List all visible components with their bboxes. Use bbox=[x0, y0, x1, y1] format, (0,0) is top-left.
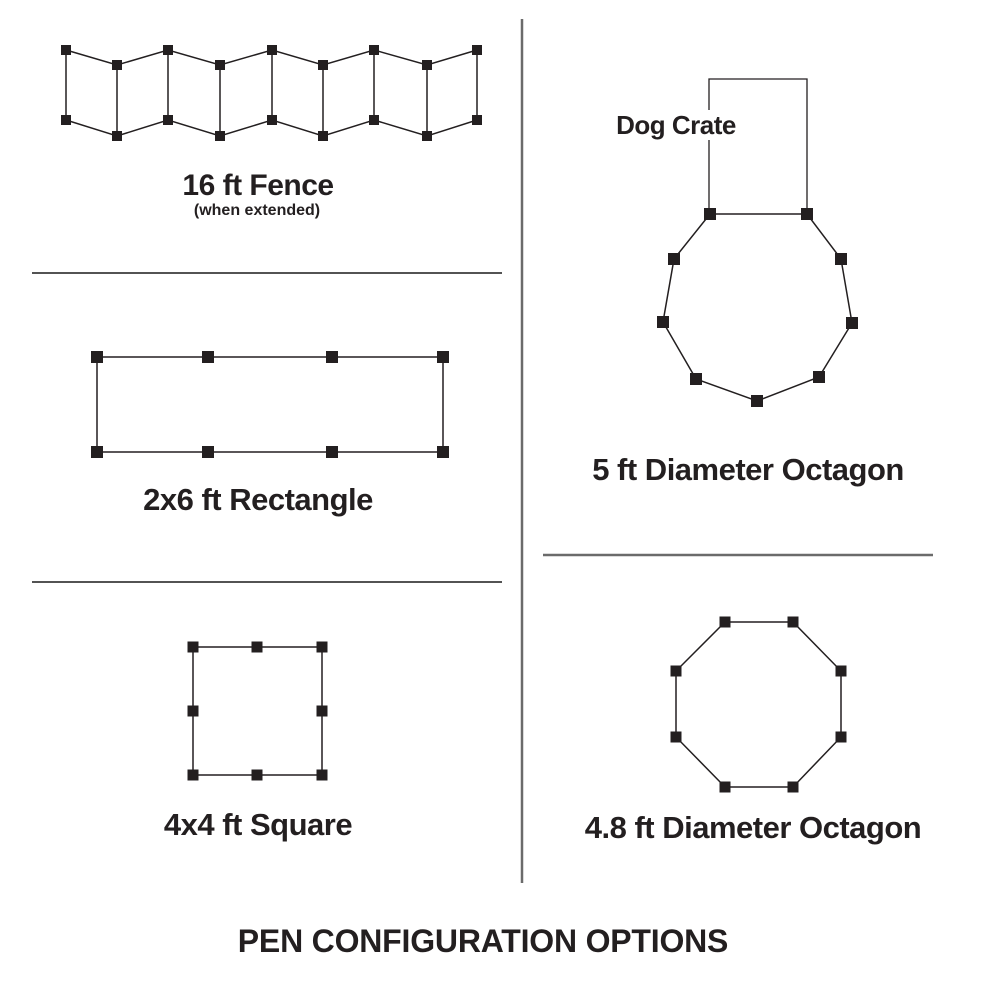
square-post-markers bbox=[252, 770, 263, 781]
octagon-48ft-label: 4.8 ft Diameter Octagon bbox=[584, 810, 922, 845]
fence-post-markers bbox=[163, 45, 173, 55]
octagon-5ft-post-markers bbox=[801, 208, 813, 220]
square-outline bbox=[193, 647, 322, 775]
octagon-48ft-post-markers bbox=[671, 666, 682, 677]
square-post-markers bbox=[188, 770, 199, 781]
square-post-markers bbox=[317, 642, 328, 653]
fence-post-markers bbox=[318, 60, 328, 70]
octagon-5ft-post-markers bbox=[751, 395, 763, 407]
fence-post-markers bbox=[422, 60, 432, 70]
rectangle-post-markers bbox=[91, 351, 103, 363]
rectangle-post-markers bbox=[326, 351, 338, 363]
fence-label: 16 ft Fence bbox=[182, 169, 334, 202]
octagon-5ft-post-markers bbox=[835, 253, 847, 265]
octagon-5ft-post-markers bbox=[846, 317, 858, 329]
rectangle-post-markers bbox=[202, 446, 214, 458]
octagon-48ft-post-markers bbox=[788, 617, 799, 628]
fence-post-markers bbox=[267, 115, 277, 125]
rectangle-label: 2x6 ft Rectangle bbox=[143, 482, 373, 517]
fence-post-markers bbox=[163, 115, 173, 125]
octagon-48ft-post-markers bbox=[720, 782, 731, 793]
fence-post-markers bbox=[369, 115, 379, 125]
octagon-5ft-post-markers bbox=[668, 253, 680, 265]
octagon-5ft-post-markers bbox=[657, 316, 669, 328]
fence-post-markers bbox=[112, 60, 122, 70]
rectangle-post-markers bbox=[326, 446, 338, 458]
octagon-5ft-post-markers bbox=[690, 373, 702, 385]
rectangle-outline bbox=[97, 357, 443, 452]
square-post-markers bbox=[317, 706, 328, 717]
fence-post-markers bbox=[61, 115, 71, 125]
square-post-markers bbox=[252, 642, 263, 653]
fence-post-markers bbox=[472, 115, 482, 125]
rectangle-post-markers bbox=[202, 351, 214, 363]
fence-post-markers bbox=[215, 131, 225, 141]
octagon-48ft-post-markers bbox=[788, 782, 799, 793]
fence-note-label: (when extended) bbox=[193, 202, 321, 219]
octagon-48ft-post-markers bbox=[836, 666, 847, 677]
fence-post-markers bbox=[215, 60, 225, 70]
fence-post-markers bbox=[112, 131, 122, 141]
rectangle-post-markers bbox=[437, 351, 449, 363]
square-post-markers bbox=[188, 706, 199, 717]
fence-post-markers bbox=[369, 45, 379, 55]
rectangle-post-markers bbox=[437, 446, 449, 458]
square-post-markers bbox=[188, 642, 199, 653]
rectangle-post-markers bbox=[91, 446, 103, 458]
octagon-5ft-label: 5 ft Diameter Octagon bbox=[592, 452, 904, 487]
octagon-48ft-post-markers bbox=[720, 617, 731, 628]
octagon-5ft-post-markers bbox=[813, 371, 825, 383]
octagon-5ft-post-markers bbox=[704, 208, 716, 220]
octagon-48ft-outline bbox=[676, 622, 841, 787]
octagon-48ft-post-markers bbox=[836, 732, 847, 743]
square-post-markers bbox=[317, 770, 328, 781]
fence-post-markers bbox=[422, 131, 432, 141]
fence-post-markers bbox=[61, 45, 71, 55]
dog-crate-label: Dog Crate bbox=[612, 110, 740, 140]
dog-crate-outline bbox=[709, 79, 807, 214]
octagon-48ft-post-markers bbox=[671, 732, 682, 743]
fence-post-markers bbox=[318, 131, 328, 141]
page-title: PEN CONFIGURATION OPTIONS bbox=[237, 923, 729, 959]
fence-post-markers bbox=[472, 45, 482, 55]
fence-post-markers bbox=[267, 45, 277, 55]
square-label: 4x4 ft Square bbox=[163, 807, 353, 842]
